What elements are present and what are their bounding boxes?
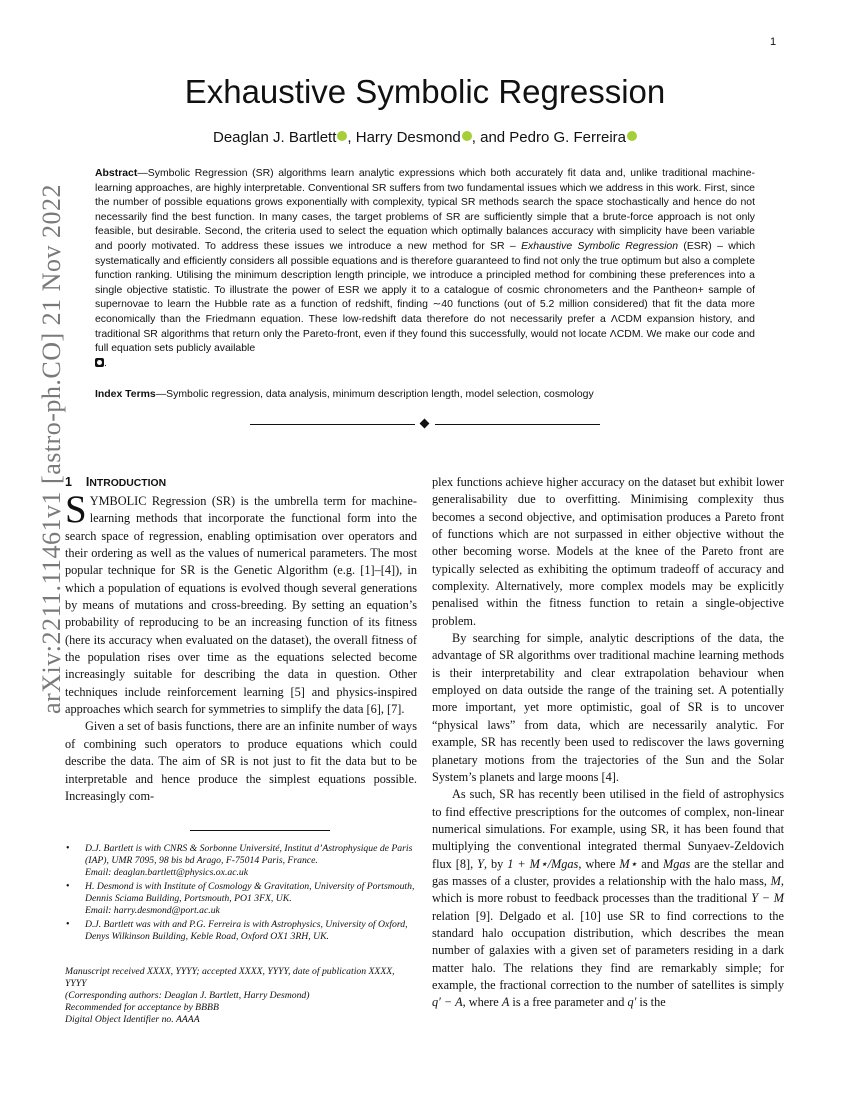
right-column [432, 474, 784, 1012]
lead-word: YMBOLIC [89, 494, 147, 508]
footnote [85, 843, 417, 879]
math: Y [477, 856, 484, 871]
section-title-initial: I [85, 475, 90, 489]
manuscript-line: Digital Object Identifier no. AAAA [65, 1014, 200, 1025]
paragraph: Given a set of basis functions, there are an infinite number of ways of combining such operators to produce equations which could describe the data. The aim of SR is not just to fit the data but to be interpretable and hence produce the simplest equations possible. Increasingly com- [65, 719, 417, 803]
section-heading [65, 475, 166, 489]
footnote [85, 919, 417, 943]
paragraph-text: are the stellar and gas masses of a cluster, provides a relationship with the halo mass, [432, 856, 784, 888]
abstract-text: (ESR) – which systematically and efficiently considers all possible equations and is therefore guaranteed to find not only the true optimum but also a complete function ranking. Utilising the minimum description length principle, we introduce a principled method for combining these preferences into a single objective statistic. To illustrate the power of ESR we apply it to a catalogue of cosmic chronometers and the Pantheon+ sample of supernovae to learn the Hubble rate as a function of redshift, finding ∼40 functions (out of 5.2 million considered) that fit the data more economically than the Friedmann equation. These low-redshift data therefore do not necessarily prefer a ΛCDM expansion history, and traditional SR algorithms that return only the Pareto-front, even if they found this successfully, would not locate ΛCDM. We make our code and full equation sets publicly available [95, 240, 755, 355]
footnote-text: H. Desmond is with Institute of Cosmology & Gravitation, University of Portsmouth, Dennis Sciama Building, Portsmouth, PO1 3FX, UK. [85, 881, 415, 904]
footnote-rule [190, 830, 330, 831]
page-number: 1 [770, 36, 777, 48]
abstract-end: . [104, 357, 107, 369]
footnote-text: D.J. Bartlett is with CNRS & Sorbonne Université, Institut d’Astrophysique de Paris (IAP), UMR 7095, 98 bis bd Arago, F-75014 Paris, France. [85, 843, 413, 866]
paragraph-text: Regression (SR) is the umbrella term for machine-learning methods that incorporate the functional form into the search space of regression, enabling optimisation over operators and their ordering as well as the values of numerical parameters. The most popular technique for SR is the Genetic Algorithm (e.g. [1]–[4]), in which a population of equations is evolved though several generations by means of mutations and cross-breeding. By setting an equation’s probability of reproducing to be an increasing function of its fitness (here its accuracy when evaluated on the dataset), the overall fitness of the population rises over time as the equations selected become increasingly suitable for describing the data in question. Other techniques include reinforcement learning [5] and physics-inspired approaches which search for symmetries to simplify the data [6], [7]. [65, 494, 417, 717]
section-number: 1 [65, 475, 72, 489]
manuscript-line: Manuscript received XXXX, YYYY; accepted XXXX, YYYY, date of publication XXXX, YYYY [65, 966, 395, 989]
orcid-icon[interactable] [462, 131, 472, 141]
manuscript-line: (Corresponding authors: Deaglan J. Bartlett, Harry Desmond) [65, 990, 310, 1001]
footnote [85, 881, 417, 917]
author-name: Deaglan J. Bartlett [212, 129, 337, 146]
drop-cap: S [65, 488, 87, 531]
paragraph-text: relation [9]. Delgado et al. [10] use SR to find corrections to the standard halo occupation distribution, which describes the mean number of galaxies with a given set of parameters residing in a dark matter halo. The relations they find are remarkably simple; for example, the fractional correction to the number of satellites is simply [432, 908, 784, 992]
math: q′ [627, 995, 637, 1010]
math: q′ − A [432, 995, 463, 1010]
github-icon[interactable] [95, 358, 104, 367]
index-terms-text: —Symbolic regression, data analysis, minimum description length, model selection, cosmology [155, 389, 594, 400]
footnote-email: Email: harry.desmond@port.ac.uk [85, 905, 220, 916]
paragraph-text: is a free parameter and [509, 995, 628, 1010]
footnotes [65, 843, 417, 945]
author-name: Pedro G. Ferreira [509, 129, 627, 146]
math: M⋆ [619, 856, 638, 871]
arxiv-stamp: arXiv:2211.11461v1 [astro-ph.CO] 21 Nov 2022 [37, 184, 66, 714]
manuscript-line: Recommended for acceptance by BBBB [65, 1002, 219, 1013]
abstract-text: —Symbolic Regression (SR) algorithms learn analytic expressions which both accurately fit data and, unlike traditional machine-learning approaches, are highly interpretable. Conventional SR suffers from two fundamental issues which we address in this work. First, since the number of possible equations grows exponentially with complexity, typical SR methods search the space stochastically and hence do not necessarily find the best function. In many cases, the target problems of SR are sufficiently simple that a brute-force approach is not only feasible, but desirable. Second, the criteria used to select the equation which optimally balances accuracy with simplicity have been variable and poorly motivated. To address these issues we introduce a new method for SR – [95, 168, 755, 252]
paragraph-text: , by [483, 856, 508, 871]
footnote-text: D.J. Bartlett was with and P.G. Ferreira is with Astrophysics, University of Oxford, Denys Wilkinson Building, Keble Road, Oxford OX1 3RH, UK. [85, 919, 408, 942]
author-list [0, 129, 850, 146]
math: 1 + M⋆/Mgas [507, 856, 579, 871]
paragraph-text: , where [578, 856, 620, 871]
paragraph [432, 786, 784, 1011]
paragraph-text: and [637, 856, 663, 871]
abstract [95, 167, 755, 371]
author-separator: , and [471, 129, 510, 146]
paragraph: By searching for simple, analytic descriptions of the data, the advantage of SR algorithms over traditional machine learning methods is their interpretability and clear extrapolation behaviour when employed on data outside the range of the training set. A potentially more important, yet more optimistic, goal of SR is to uncover “physical laws” from data, which are necessarily analytic. For example, SR has recently been used to rediscover the laws governing planetary motions from the trajectories of the Sun and the Solar System’s planets and large moons [4]. [432, 631, 784, 784]
paper-title: Exhaustive Symbolic Regression [184, 73, 666, 110]
orcid-icon[interactable] [337, 131, 347, 141]
index-terms [95, 389, 755, 400]
paragraph-text: , where [462, 995, 502, 1010]
math: M [770, 873, 781, 888]
footnote-email: Email: deaglan.bartlett@physics.ox.ac.uk [85, 867, 249, 878]
paragraph: plex functions achieve higher accuracy on the dataset but exhibit lower generalisability due to overfitting. Minimising complexity thus becomes a second objective, and optimisation produces a Pareto front of functions which are not surpassed in either objective without the other becoming worse. Models at the knee of the Pareto front are typically selected as exhibiting the optimum tradeoff of accuracy and complexity. Alternatively, more complex models may be explicitly penalised within the fitness function to retain a single-objective problem. [432, 475, 784, 628]
author-name: Harry Desmond [355, 129, 461, 146]
diamond-icon [420, 419, 430, 429]
paragraph-text: is the [636, 995, 666, 1010]
section-divider [250, 419, 600, 429]
left-column [65, 488, 417, 805]
paragraph [65, 488, 417, 718]
index-terms-label: Index Terms [95, 389, 156, 400]
math: Mgas [662, 856, 691, 871]
orcid-icon[interactable] [627, 131, 637, 141]
manuscript-info [65, 966, 417, 1026]
method-name: Exhaustive Symbolic Regression [521, 240, 678, 252]
paragraph-text: As such, SR has recently been utilised in the field of astrophysics to find effective prescriptions for the outcomes of complex, non-linear numerical simulations. For example, using SR, it has been found that multiplying the conventional integrated thermal Sunyaev-Zeldovich flux [8], [432, 787, 784, 871]
author-separator: , [347, 129, 356, 146]
section-title-rest: NTRODUCTION [89, 478, 167, 489]
math: Y − M [751, 891, 785, 906]
math: A [501, 995, 510, 1010]
paragraph-text: , which is more robust to feedback processes than the traditional [432, 873, 784, 906]
abstract-label: Abstract [95, 168, 138, 179]
